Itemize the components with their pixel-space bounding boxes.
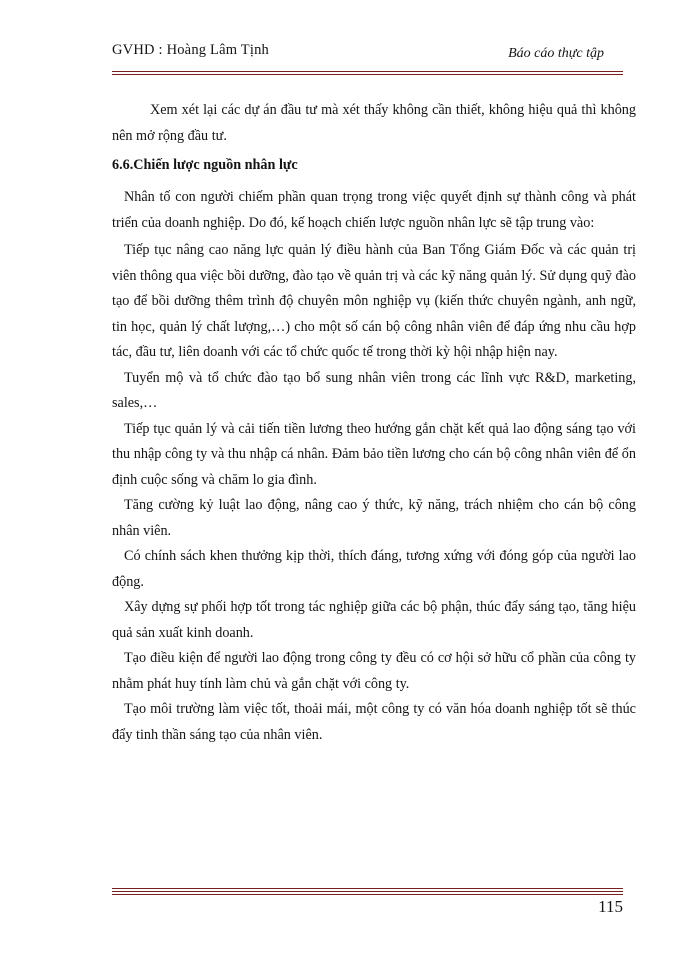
paragraph-item: Tăng cường kỷ luật lao động, nâng cao ý thức, kỹ năng, trách nhiệm cho cán bộ công nhân viên.	[112, 497, 636, 539]
paragraph-item: Tiếp tục nâng cao năng lực quản lý điều hành của Ban Tổng Giám Đốc và các quản trị viên thông qua việc bồi dưỡng, đào tạo về quản trị và các kỹ năng quản lý. Sử dụng quỹ đào tạo để bồi dưỡng thêm trình độ chuyên môn nghiệp vụ (kiến thức chuyên ngành, anh ngữ, tin học, quản lý chất lượng,…) cho một số cán bộ công nhân viên để đáp ứng nhu cầu hợp tác, đầu tư, liên doanh với các tổ chức quốc tế trong thời kỳ hội nhập hiện nay.	[112, 242, 636, 360]
header-report-title: Báo cáo thực tập	[508, 46, 604, 61]
section-heading: 6.6.Chiến lược nguồn nhân lực	[112, 157, 298, 173]
header-divider	[112, 71, 623, 72]
opening-paragraph: Xem xét lại các dự án đầu tư mà xét thấy không cần thiết, không hiệu quả thì không nên mở rộng đầu tư.	[112, 102, 636, 144]
header-advisor: GVHD : Hoàng Lâm Tịnh	[112, 42, 269, 58]
paragraph-item: Xây dựng sự phối hợp tốt trong tác nghiệp giữa các bộ phận, thúc đẩy sáng tạo, tăng hiệu quả sản xuất kinh doanh.	[112, 599, 636, 641]
paragraph-item: Có chính sách khen thưởng kịp thời, thích đáng, tương xứng với đóng góp của người lao động.	[112, 548, 636, 590]
intro-paragraph: Nhân tố con người chiếm phần quan trọng trong việc quyết định sự thành công và phát triển của doanh nghiệp. Do đó, kế hoạch chiến lược nguồn nhân lực sẽ tập trung vào:	[112, 189, 636, 231]
paragraph-item: Tạo môi trường làm việc tốt, thoải mái, một công ty có văn hóa doanh nghiệp tốt sẽ thúc đẩy tinh thần sáng tạo của nhân viên.	[112, 701, 636, 743]
page-body	[112, 98, 636, 748]
paragraph-item: Tiếp tục quản lý và cải tiến tiền lương theo hướng gắn chặt kết quả lao động sáng tạo với thu nhập công ty và thu nhập cá nhân. Đảm bảo tiền lương cho cán bộ công nhân viên để ổn định cuộc sống và chăm lo gia đình.	[112, 420, 636, 488]
paragraph-item: Tuyển mộ và tổ chức đào tạo bổ sung nhân viên trong các lĩnh vực R&D, marketing, sales,…	[112, 369, 636, 411]
paragraph-item: Tạo điều kiện để người lao động trong công ty đều có cơ hội sở hữu cổ phần của công ty nhằm phát huy tính làm chủ và gắn chặt với công ty.	[112, 650, 636, 692]
footer-divider	[112, 888, 623, 896]
page-number: 115	[598, 897, 623, 916]
